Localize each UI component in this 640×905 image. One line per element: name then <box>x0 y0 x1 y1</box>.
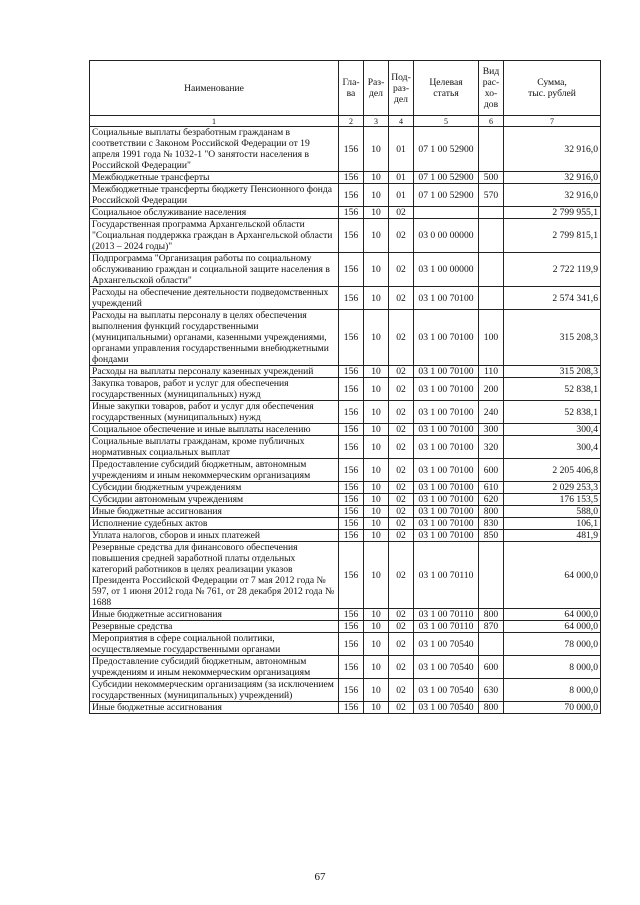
row-subsection: 02 <box>389 633 414 656</box>
row-chapter: 156 <box>339 518 364 530</box>
row-subsection: 02 <box>389 436 414 459</box>
row-target-article: 03 1 00 70100 <box>414 378 479 401</box>
row-sum: 8 000,0 <box>504 656 601 679</box>
row-target-article: 03 1 00 70100 <box>414 459 479 482</box>
row-name: Социальные выплаты гражданам, кроме публичных нормативных социальных выплат <box>90 436 339 459</box>
table-row <box>90 702 601 714</box>
table-row <box>90 518 601 530</box>
row-target-article: 03 1 00 70100 <box>414 366 479 378</box>
row-section: 10 <box>364 424 389 436</box>
table-row <box>90 310 601 366</box>
table-row <box>90 127 601 172</box>
column-number: 5 <box>414 116 479 127</box>
row-name: Уплата налогов, сборов и иных платежей <box>90 530 339 542</box>
row-section: 10 <box>364 127 389 172</box>
row-name: Межбюджетные трансферты бюджету Пенсионного фонда Российской Федерации <box>90 184 339 207</box>
row-expense-type: 620 <box>479 494 504 506</box>
table-row <box>90 459 601 482</box>
row-section: 10 <box>364 530 389 542</box>
row-target-article <box>414 207 479 219</box>
row-target-article: 03 1 00 70110 <box>414 621 479 633</box>
table-row <box>90 287 601 310</box>
row-sum: 481,9 <box>504 530 601 542</box>
row-chapter: 156 <box>339 207 364 219</box>
row-name: Субсидии бюджетным учреждениям <box>90 482 339 494</box>
row-expense-type: 600 <box>479 459 504 482</box>
row-sum: 300,4 <box>504 436 601 459</box>
header-subsection: Под- раз- дел <box>389 61 414 116</box>
table-row <box>90 424 601 436</box>
row-name: Иные бюджетные ассигнования <box>90 506 339 518</box>
table-row <box>90 184 601 207</box>
table-row <box>90 482 601 494</box>
row-expense-type <box>479 127 504 172</box>
row-target-article: 03 1 00 70100 <box>414 424 479 436</box>
row-target-article: 03 1 00 70100 <box>414 310 479 366</box>
row-expense-type: 800 <box>479 609 504 621</box>
row-subsection: 02 <box>389 482 414 494</box>
row-chapter: 156 <box>339 184 364 207</box>
row-chapter: 156 <box>339 621 364 633</box>
row-section: 10 <box>364 482 389 494</box>
row-expense-type <box>479 219 504 253</box>
table-row <box>90 378 601 401</box>
row-expense-type: 110 <box>479 366 504 378</box>
budget-table <box>89 60 601 714</box>
row-sum: 8 000,0 <box>504 679 601 702</box>
table-row <box>90 494 601 506</box>
row-chapter: 156 <box>339 633 364 656</box>
row-subsection: 02 <box>389 494 414 506</box>
row-expense-type: 200 <box>479 378 504 401</box>
row-name: Социальное обслуживание населения <box>90 207 339 219</box>
row-chapter: 156 <box>339 530 364 542</box>
row-expense-type: 500 <box>479 172 504 184</box>
row-subsection: 02 <box>389 702 414 714</box>
row-chapter: 156 <box>339 310 364 366</box>
row-name: Закупка товаров, работ и услуг для обеспечения государственных (муниципальных) нужд <box>90 378 339 401</box>
header-chapter: Гла- ва <box>339 61 364 116</box>
header-sum: Сумма, тыс. рублей <box>504 61 601 116</box>
header-row <box>90 61 601 116</box>
row-target-article: 03 1 00 70540 <box>414 702 479 714</box>
row-sum: 2 799 955,1 <box>504 207 601 219</box>
row-subsection: 02 <box>389 518 414 530</box>
table-row <box>90 609 601 621</box>
row-expense-type: 800 <box>479 506 504 518</box>
row-target-article: 03 1 00 70100 <box>414 287 479 310</box>
row-name: Государственная программа Архангельской области "Социальная поддержка граждан в Архангельской области (2013 – 2024 годы)" <box>90 219 339 253</box>
budget-table-body <box>90 127 601 714</box>
row-target-article: 07 1 00 52900 <box>414 184 479 207</box>
row-subsection: 02 <box>389 366 414 378</box>
column-number: 1 <box>90 116 339 127</box>
row-sum: 70 000,0 <box>504 702 601 714</box>
row-section: 10 <box>364 621 389 633</box>
row-sum: 52 838,1 <box>504 401 601 424</box>
table-row <box>90 656 601 679</box>
table-row <box>90 436 601 459</box>
row-chapter: 156 <box>339 506 364 518</box>
row-name: Субсидии автономным учреждениям <box>90 494 339 506</box>
row-name: Исполнение судебных актов <box>90 518 339 530</box>
row-expense-type: 870 <box>479 621 504 633</box>
row-section: 10 <box>364 207 389 219</box>
row-sum: 78 000,0 <box>504 633 601 656</box>
row-name: Предоставление субсидий бюджетным, автономным учреждениям и иным некоммерческим организациям <box>90 656 339 679</box>
row-chapter: 156 <box>339 609 364 621</box>
column-number: 6 <box>479 116 504 127</box>
row-name: Иные бюджетные ассигнования <box>90 609 339 621</box>
row-chapter: 156 <box>339 401 364 424</box>
table-row <box>90 506 601 518</box>
row-expense-type: 830 <box>479 518 504 530</box>
row-target-article: 03 1 00 70100 <box>414 494 479 506</box>
row-sum: 32 916,0 <box>504 172 601 184</box>
column-number-row <box>90 116 601 127</box>
row-section: 10 <box>364 436 389 459</box>
column-number: 7 <box>504 116 601 127</box>
table-row <box>90 219 601 253</box>
column-number: 2 <box>339 116 364 127</box>
row-sum: 2 029 253,3 <box>504 482 601 494</box>
row-target-article: 03 1 00 70100 <box>414 530 479 542</box>
row-subsection: 01 <box>389 172 414 184</box>
row-target-article: 03 1 00 00000 <box>414 253 479 287</box>
row-name: Иные закупки товаров, работ и услуг для обеспечения государственных (муниципальных) нужд <box>90 401 339 424</box>
row-section: 10 <box>364 542 389 609</box>
row-section: 10 <box>364 656 389 679</box>
table-row <box>90 530 601 542</box>
row-subsection: 02 <box>389 378 414 401</box>
row-sum: 2 722 119,9 <box>504 253 601 287</box>
row-expense-type <box>479 207 504 219</box>
row-target-article: 03 1 00 70540 <box>414 656 479 679</box>
row-expense-type: 300 <box>479 424 504 436</box>
row-expense-type: 240 <box>479 401 504 424</box>
row-name: Иные бюджетные ассигнования <box>90 702 339 714</box>
row-chapter: 156 <box>339 656 364 679</box>
row-subsection: 02 <box>389 207 414 219</box>
row-chapter: 156 <box>339 127 364 172</box>
row-expense-type: 570 <box>479 184 504 207</box>
row-subsection: 01 <box>389 184 414 207</box>
row-expense-type <box>479 542 504 609</box>
column-number: 4 <box>389 116 414 127</box>
page-number: 67 <box>314 871 326 883</box>
row-chapter: 156 <box>339 424 364 436</box>
row-name: Расходы на выплаты персоналу в целях обеспечения выполнения функций государственными (муниципальными) органами, казенными учреждениями, органами управления государственными внебюджетными фондами <box>90 310 339 366</box>
table-row <box>90 621 601 633</box>
row-section: 10 <box>364 506 389 518</box>
row-expense-type: 320 <box>479 436 504 459</box>
row-name: Предоставление субсидий бюджетным, автономным учреждениям и иным некоммерческим организациям <box>90 459 339 482</box>
row-subsection: 02 <box>389 621 414 633</box>
row-sum: 2 574 341,6 <box>504 287 601 310</box>
row-target-article: 03 1 00 70100 <box>414 436 479 459</box>
row-section: 10 <box>364 253 389 287</box>
row-target-article: 07 1 00 52900 <box>414 127 479 172</box>
row-subsection: 02 <box>389 253 414 287</box>
row-sum: 315 208,3 <box>504 366 601 378</box>
row-subsection: 02 <box>389 506 414 518</box>
row-name: Подпрограмма "Организация работы по социальному обслуживанию граждан и социальной защите населения в Архангельской области" <box>90 253 339 287</box>
table-row <box>90 207 601 219</box>
row-target-article: 03 1 00 70110 <box>414 542 479 609</box>
row-expense-type: 600 <box>479 656 504 679</box>
row-section: 10 <box>364 633 389 656</box>
row-chapter: 156 <box>339 459 364 482</box>
row-section: 10 <box>364 310 389 366</box>
row-chapter: 156 <box>339 253 364 287</box>
table-row <box>90 679 601 702</box>
row-sum: 64 000,0 <box>504 621 601 633</box>
table-row <box>90 401 601 424</box>
table-row <box>90 253 601 287</box>
row-expense-type: 100 <box>479 310 504 366</box>
row-name: Расходы на выплаты персоналу казенных учреждений <box>90 366 339 378</box>
table-row <box>90 633 601 656</box>
row-section: 10 <box>364 172 389 184</box>
row-name: Субсидии некоммерческим организациям (за исключением государственных (муниципальных) учреждений) <box>90 679 339 702</box>
row-expense-type <box>479 253 504 287</box>
row-section: 10 <box>364 702 389 714</box>
row-sum: 106,1 <box>504 518 601 530</box>
row-target-article: 03 1 00 70540 <box>414 633 479 656</box>
row-subsection: 02 <box>389 530 414 542</box>
row-section: 10 <box>364 459 389 482</box>
row-sum: 64 000,0 <box>504 542 601 609</box>
row-sum: 2 799 815,1 <box>504 219 601 253</box>
row-section: 10 <box>364 219 389 253</box>
row-section: 10 <box>364 401 389 424</box>
row-sum: 32 916,0 <box>504 127 601 172</box>
row-chapter: 156 <box>339 172 364 184</box>
row-target-article: 03 1 00 70540 <box>414 679 479 702</box>
table-row <box>90 542 601 609</box>
table-row <box>90 172 601 184</box>
row-sum: 300,4 <box>504 424 601 436</box>
row-name: Социальное обеспечение и иные выплаты населению <box>90 424 339 436</box>
row-subsection: 02 <box>389 287 414 310</box>
row-subsection: 02 <box>389 609 414 621</box>
row-name: Социальные выплаты безработным гражданам в соответствии с Законом Российской Федерации от 19 апреля 1991 года № 1032-1 "О занятости населения в Российской Федерации" <box>90 127 339 172</box>
row-expense-type: 850 <box>479 530 504 542</box>
row-sum: 176 153,5 <box>504 494 601 506</box>
row-name: Мероприятия в сфере социальной политики, осуществляемые государственными органами <box>90 633 339 656</box>
row-sum: 52 838,1 <box>504 378 601 401</box>
header-section: Раз- дел <box>364 61 389 116</box>
row-section: 10 <box>364 609 389 621</box>
row-chapter: 156 <box>339 494 364 506</box>
header-name: Наименование <box>90 61 339 116</box>
row-section: 10 <box>364 366 389 378</box>
row-subsection: 02 <box>389 679 414 702</box>
row-chapter: 156 <box>339 219 364 253</box>
header-expense-type: Вид рас- хо- дов <box>479 61 504 116</box>
table-row <box>90 366 601 378</box>
row-target-article: 07 1 00 52900 <box>414 172 479 184</box>
row-expense-type: 800 <box>479 702 504 714</box>
row-target-article: 03 1 00 70100 <box>414 401 479 424</box>
row-name: Межбюджетные трансферты <box>90 172 339 184</box>
row-target-article: 03 1 00 70100 <box>414 518 479 530</box>
row-expense-type <box>479 287 504 310</box>
row-subsection: 02 <box>389 219 414 253</box>
row-expense-type: 630 <box>479 679 504 702</box>
row-chapter: 156 <box>339 436 364 459</box>
row-subsection: 02 <box>389 424 414 436</box>
row-expense-type: 610 <box>479 482 504 494</box>
row-section: 10 <box>364 679 389 702</box>
header-target-article: Целевая статья <box>414 61 479 116</box>
row-sum: 315 208,3 <box>504 310 601 366</box>
row-chapter: 156 <box>339 679 364 702</box>
row-sum: 32 916,0 <box>504 184 601 207</box>
row-target-article: 03 0 00 00000 <box>414 219 479 253</box>
column-number: 3 <box>364 116 389 127</box>
row-subsection: 01 <box>389 127 414 172</box>
row-name: Резервные средства <box>90 621 339 633</box>
row-chapter: 156 <box>339 482 364 494</box>
row-subsection: 02 <box>389 459 414 482</box>
row-expense-type <box>479 633 504 656</box>
row-subsection: 02 <box>389 401 414 424</box>
row-sum: 64 000,0 <box>504 609 601 621</box>
row-name: Расходы на обеспечение деятельности подведомственных учреждений <box>90 287 339 310</box>
row-section: 10 <box>364 287 389 310</box>
row-sum: 588,0 <box>504 506 601 518</box>
row-chapter: 156 <box>339 366 364 378</box>
row-chapter: 156 <box>339 378 364 401</box>
row-subsection: 02 <box>389 310 414 366</box>
row-chapter: 156 <box>339 542 364 609</box>
row-chapter: 156 <box>339 287 364 310</box>
row-subsection: 02 <box>389 656 414 679</box>
row-section: 10 <box>364 518 389 530</box>
row-name: Резервные средства для финансового обеспечения повышения средней заработной платы отдельных категорий работников в целях реализации указов Президента Российской Федерации от 7 мая 2012 года № 597, от 1 июня 2012 года № 761, от 28 декабря 2012 года № 1688 <box>90 542 339 609</box>
row-section: 10 <box>364 378 389 401</box>
row-target-article: 03 1 00 70100 <box>414 482 479 494</box>
row-sum: 2 205 406,8 <box>504 459 601 482</box>
row-target-article: 03 1 00 70100 <box>414 506 479 518</box>
row-chapter: 156 <box>339 702 364 714</box>
row-section: 10 <box>364 494 389 506</box>
row-subsection: 02 <box>389 542 414 609</box>
row-section: 10 <box>364 184 389 207</box>
row-target-article: 03 1 00 70110 <box>414 609 479 621</box>
